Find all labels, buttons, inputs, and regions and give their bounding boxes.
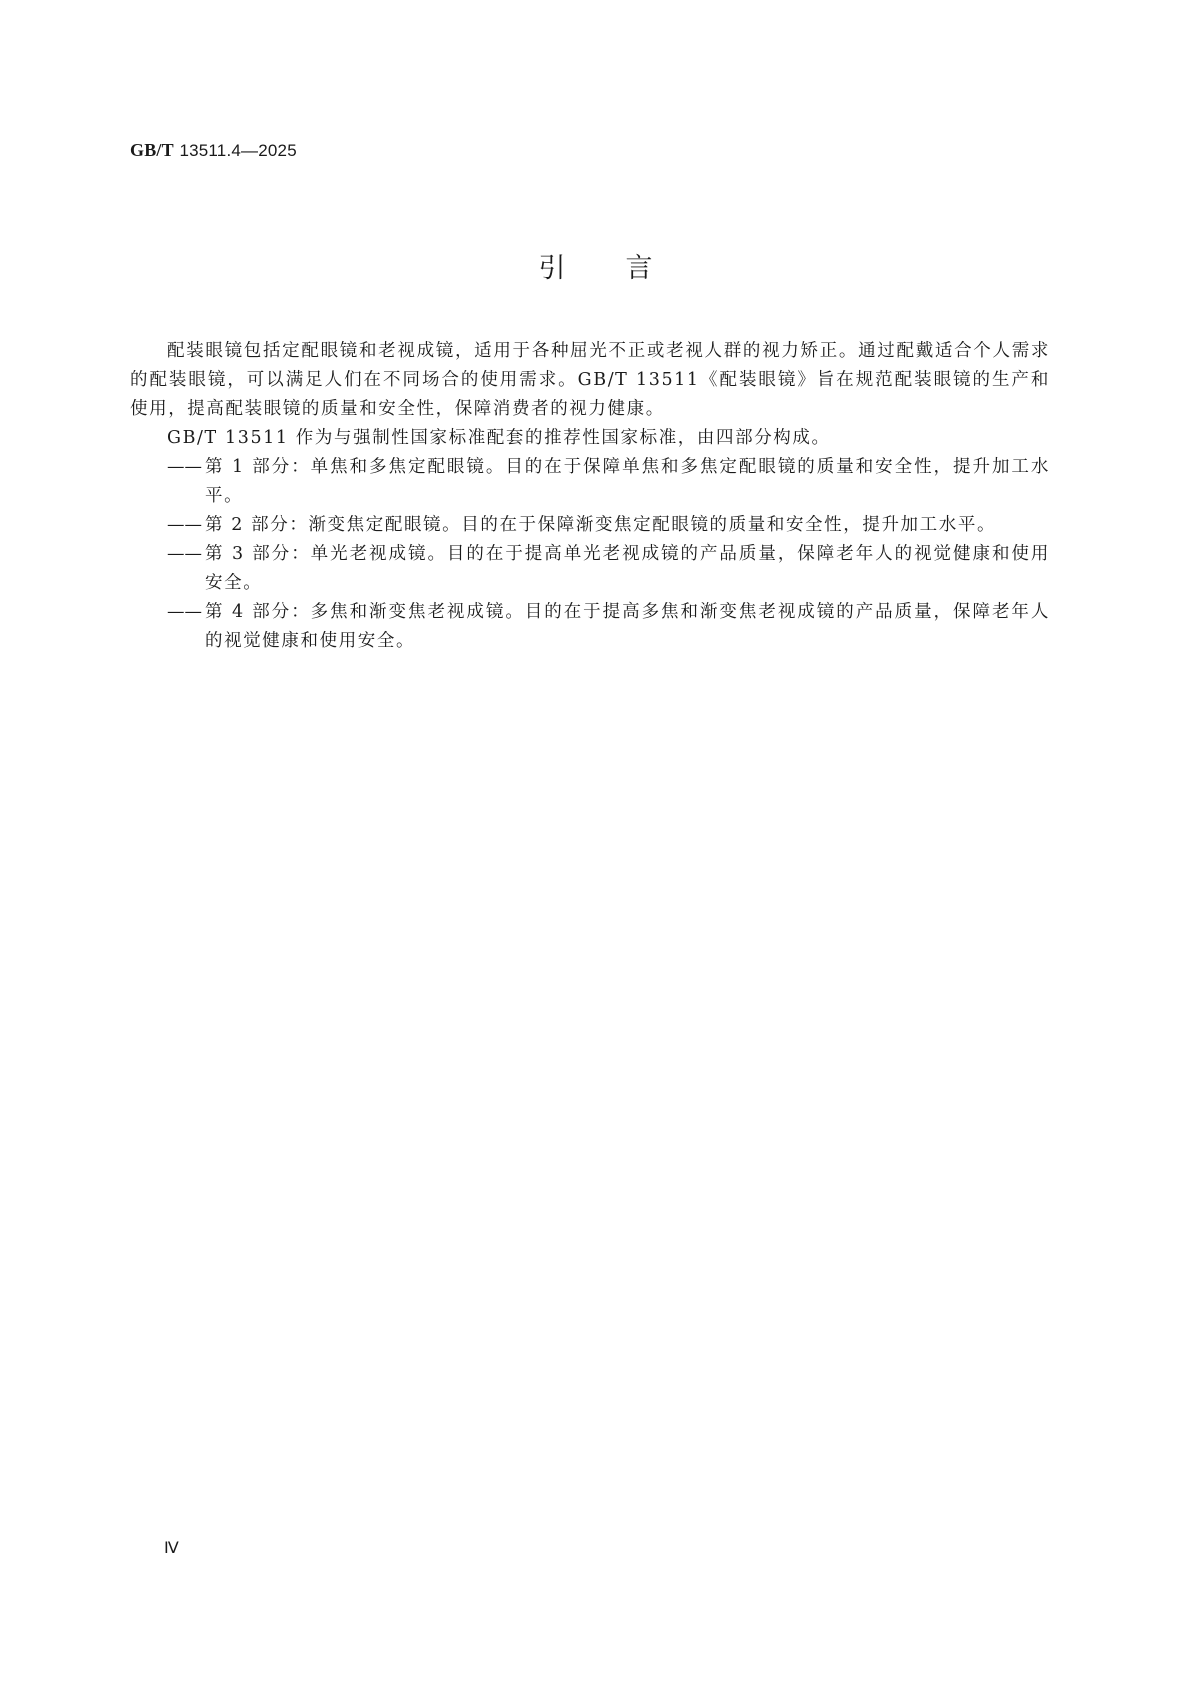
standard-header xyxy=(130,140,297,161)
page-number: Ⅳ xyxy=(164,1540,179,1557)
standard-code: GB/T xyxy=(130,140,174,160)
part-list-item xyxy=(130,511,1050,540)
part-description: 第 2 部分：渐变焦定配眼镜。目的在于保障渐变焦定配眼镜的质量和安全性，提升加工水平。 xyxy=(205,515,997,535)
standard-number: 13511.4—2025 xyxy=(179,141,297,160)
page-title: 引言 xyxy=(538,253,713,284)
intro-paragraph: GB/T 13511 作为与强制性国家标准配套的推荐性国家标准，由四部分构成。 xyxy=(167,428,831,448)
part-description: 第 4 部分：多焦和渐变焦老视成镜。目的在于提高多焦和渐变焦老视成镜的产品质量，保障老年人的视觉健康和使用安全。 xyxy=(205,602,1050,651)
intro-paragraph: 配装眼镜包括定配眼镜和老视成镜，适用于各种屈光不正或老视人群的视力矫正。通过配戴适合个人需求的配装眼镜，可以满足人们在不同场合的使用需求。GB/T 13511《配装眼镜》旨在规范配装眼镜的生产和使用，提高配装眼镜的质量和安全性，保障消费者的视力健康。 xyxy=(130,341,1050,419)
part-list-item xyxy=(130,453,1050,511)
dash-marker: —— xyxy=(167,515,202,535)
part-description: 第 3 部分：单光老视成镜。目的在于提高单光老视成镜的产品质量，保障老年人的视觉健康和使用安全。 xyxy=(205,544,1050,593)
part-description: 第 1 部分：单焦和多焦定配眼镜。目的在于保障单焦和多焦定配眼镜的质量和安全性，提升加工水平。 xyxy=(205,457,1050,506)
introduction-body xyxy=(130,337,1050,656)
dash-marker: —— xyxy=(167,544,202,564)
part-list-item xyxy=(130,540,1050,598)
dash-marker: —— xyxy=(167,602,202,622)
dash-marker: —— xyxy=(167,457,202,477)
part-list-item xyxy=(130,598,1050,656)
